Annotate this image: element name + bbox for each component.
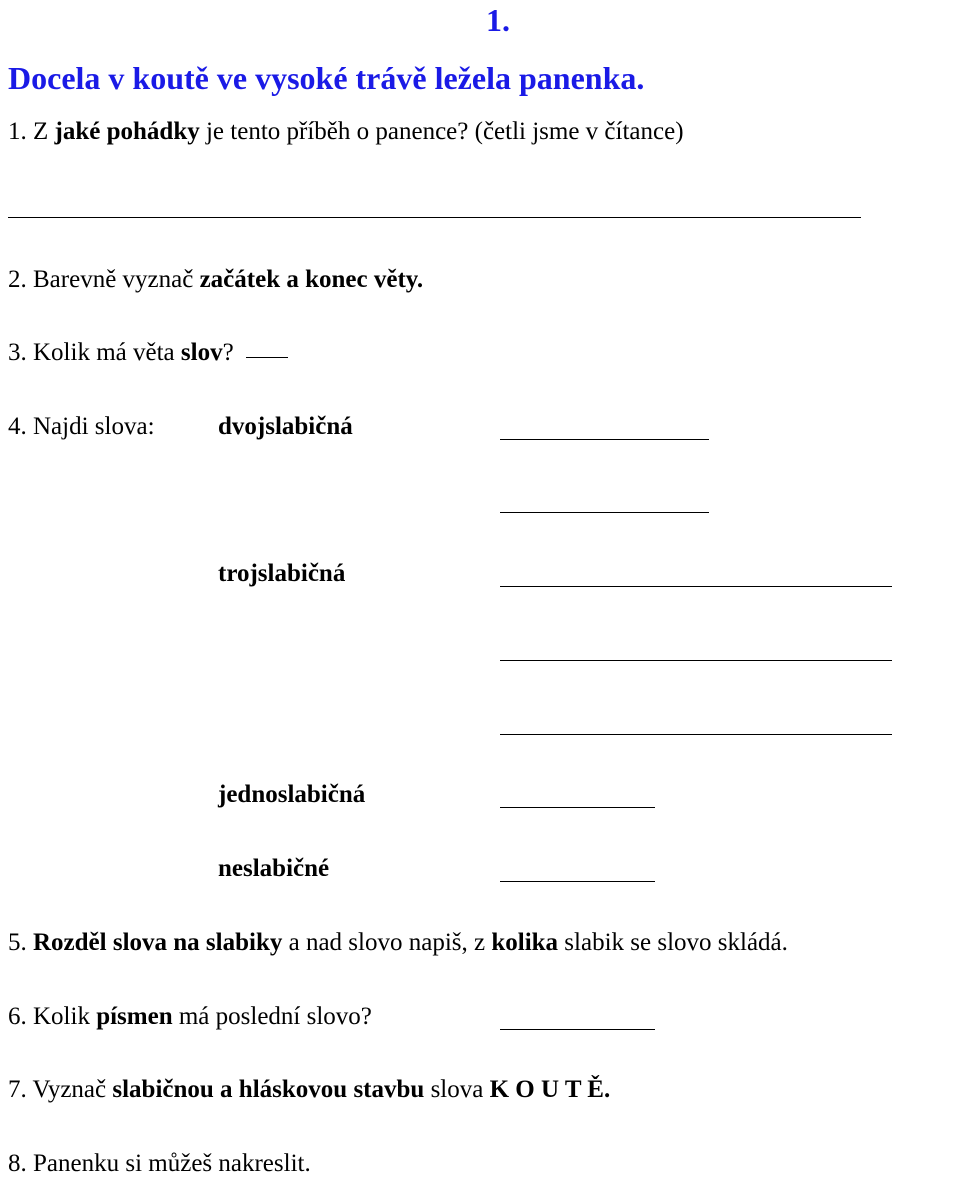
question-7-bold-b: K O U T Ě. xyxy=(489,1076,611,1103)
question-6 xyxy=(8,1001,372,1033)
answer-line-two-syllable-2[interactable] xyxy=(500,512,709,513)
question-5 xyxy=(8,927,788,959)
question-2-text: 2. Barevně vyznač xyxy=(8,266,200,293)
question-5-text-c: slabik se slovo skládá. xyxy=(558,929,788,956)
answer-line-q6[interactable] xyxy=(500,1029,655,1030)
answer-line-three-syllable-1[interactable] xyxy=(500,586,892,587)
question-1 xyxy=(8,116,684,148)
question-7-text-a: 7. Vyznač xyxy=(8,1076,113,1103)
answer-line-two-syllable-1[interactable] xyxy=(500,439,709,440)
question-2 xyxy=(8,264,423,296)
question-4: 4. Najdi slova: xyxy=(8,413,155,440)
question-5-text-a: 5. xyxy=(8,929,33,956)
label-no-syllable: neslabičné xyxy=(218,855,330,882)
answer-line-three-syllable-3[interactable] xyxy=(500,734,892,735)
question-3-text-a: 3. Kolik má věta xyxy=(8,339,181,366)
sentence-title: Docela v koutě ve vysoké trávě ležela panenka. xyxy=(8,60,645,96)
answer-line-no-syllable[interactable] xyxy=(500,881,655,882)
question-6-text-b: má poslední slovo? xyxy=(172,1003,372,1030)
question-7 xyxy=(8,1074,610,1106)
question-5-bold-b: kolika xyxy=(491,929,559,956)
answer-line-three-syllable-2[interactable] xyxy=(500,660,892,661)
question-3-text-b: ? xyxy=(222,339,234,366)
question-1-bold: jaké pohádky xyxy=(54,118,200,145)
question-6-bold: písmen xyxy=(96,1003,173,1030)
question-3-bold: slov xyxy=(180,339,223,366)
answer-line-q3[interactable] xyxy=(246,357,288,358)
question-1-text-a: 1. Z xyxy=(8,118,55,145)
question-3 xyxy=(8,337,288,369)
question-8: 8. Panenku si můžeš nakreslit. xyxy=(8,1150,311,1177)
question-1-text-b: je tento příběh o panence? (četli jsme v čítance) xyxy=(199,118,684,145)
label-two-syllable: dvojslabičná xyxy=(218,413,353,440)
question-7-text-b: slova xyxy=(424,1076,490,1103)
page-number: 1. xyxy=(486,2,510,38)
label-three-syllable: trojslabičná xyxy=(218,560,346,587)
question-2-bold: začátek a konec věty. xyxy=(199,266,424,293)
answer-line-one-syllable[interactable] xyxy=(500,807,655,808)
question-6-text-a: 6. Kolik xyxy=(8,1003,97,1030)
question-5-text-b: a nad slovo napiš, z xyxy=(282,929,492,956)
question-5-bold-a: Rozděl slova na slabiky xyxy=(33,929,283,956)
question-7-bold-a: slabičnou a hláskovou stavbu xyxy=(112,1076,425,1103)
answer-line-q1[interactable] xyxy=(8,217,861,218)
label-one-syllable: jednoslabičná xyxy=(218,781,366,808)
